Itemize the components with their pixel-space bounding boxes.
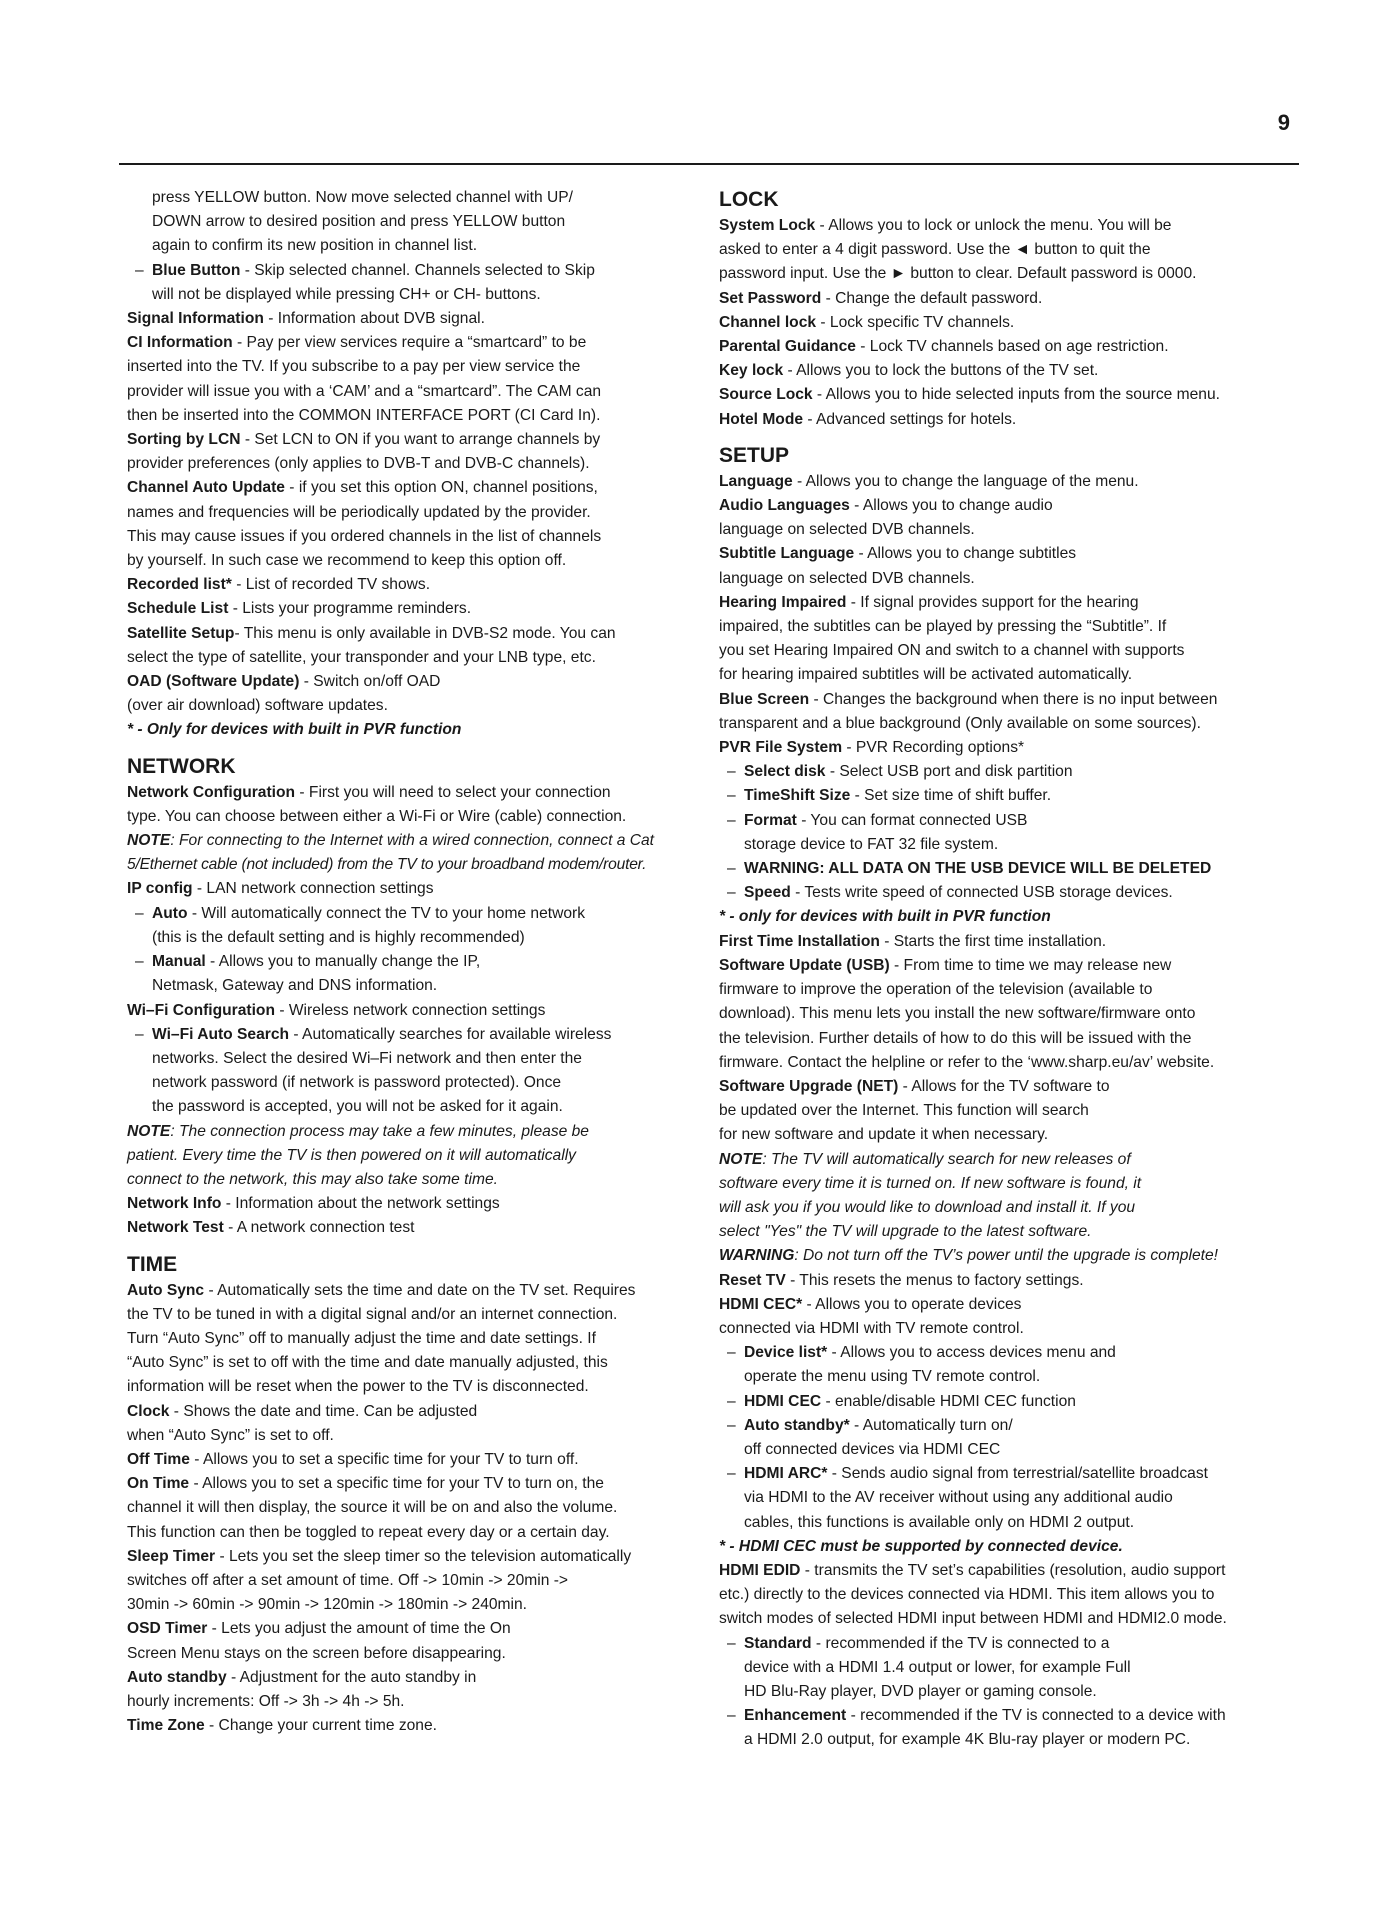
text-line: Turn “Auto Sync” off to manually adjust the time and date settings. If <box>127 1329 596 1347</box>
text-line: channel it will then display, the source it will be on and also the volume. <box>127 1499 618 1517</box>
text-line: download). This menu lets you install the new software/firmware onto <box>719 1005 1196 1023</box>
term: Reset TV <box>719 1271 786 1289</box>
term: Satellite Setup <box>127 624 235 642</box>
text-line: cables, this functions is available only on HDMI 2 output. <box>744 1513 1135 1531</box>
term: Device list* <box>744 1344 828 1362</box>
text: - Tests write speed of connected USB storage devices. <box>790 884 1173 902</box>
warning-text: WARNING: ALL DATA ON THE USB DEVICE WILL BE DELETED <box>744 860 1212 878</box>
list-dash: – <box>727 1707 736 1725</box>
text-line: hourly increments: Off -> 3h -> 4h -> 5h. <box>127 1692 405 1710</box>
text: - Automatically turn on/ <box>849 1416 1013 1434</box>
text-line: DOWN arrow to desired position and press YELLOW button <box>152 213 566 231</box>
term: Sorting by LCN <box>127 431 241 449</box>
text-line: Netmask, Gateway and DNS information. <box>152 977 438 995</box>
term: Speed <box>744 884 791 902</box>
text-line: HD Blu-Ray player, DVD player or gaming console. <box>744 1682 1097 1700</box>
text: - Allows you to set a specific time for your TV to turn off. <box>189 1450 579 1468</box>
text-line: “Auto Sync” is set to off with the time and date manually adjusted, this <box>127 1354 608 1372</box>
term: OSD Timer <box>127 1620 208 1638</box>
term: Standard <box>744 1634 812 1652</box>
entry-reset-tv <box>719 1269 1297 1293</box>
text: - Set LCN to ON if you want to arrange channels by <box>240 431 601 449</box>
list-dash: – <box>727 1465 736 1483</box>
text: - Starts the first time installation. <box>879 932 1107 950</box>
entry-signal-information <box>127 307 705 331</box>
text-line: asked to enter a 4 digit password. Use the ◄ button to quit the <box>719 241 1151 259</box>
entry-hearing-impaired <box>719 591 1297 615</box>
pvr-footnote: * - Only for devices with built in PVR function <box>127 721 462 739</box>
text-line: switches off after a set amount of time. Off -> 10min -> 20min -> <box>127 1571 569 1589</box>
text: - Information about the network settings <box>221 1195 500 1213</box>
text: - Lets you set the sleep timer so the television automatically <box>215 1547 632 1565</box>
text-line: network password (if network is password protected). Once <box>152 1074 562 1092</box>
text-line: 30min -> 60min -> 90min -> 120min -> 180min -> 240min. <box>127 1596 528 1614</box>
entry-pvr-file-system <box>719 736 1297 760</box>
term: Auto <box>152 904 188 922</box>
text-line: the television. Further details of how to do this will be issued with the <box>719 1029 1192 1047</box>
text-line: for new software and update it when necessary. <box>719 1126 1049 1144</box>
term: Channel lock <box>719 313 817 331</box>
term: Set Password <box>719 289 822 307</box>
list-item-auto <box>127 902 705 950</box>
term: Network Configuration <box>127 783 296 801</box>
term: HDMI CEC* <box>719 1295 803 1313</box>
text-line: information will be reset when the power to the TV is disconnected. <box>127 1378 589 1396</box>
text: : For connecting to the Internet with a wired connection, connect a Cat <box>170 832 655 850</box>
list-item-blue-button <box>127 259 705 307</box>
text: - Lock specific TV channels. <box>816 313 1015 331</box>
list-dash: – <box>727 1416 736 1434</box>
entry-oad <box>127 670 705 694</box>
text-line: patient. Every time the TV is then powered on it will automatically <box>127 1146 576 1164</box>
term: Language <box>719 472 793 490</box>
text: - Allows you to lock the buttons of the TV set. <box>783 362 1099 380</box>
text: : The TV will automatically search for new releases of <box>762 1150 1131 1168</box>
term: Recorded list* <box>127 576 232 594</box>
entry-hotel-mode <box>719 408 1297 432</box>
page-number: 9 <box>1277 110 1290 135</box>
list-item-manual <box>127 950 705 998</box>
text: - Automatically sets the time and date on the TV set. Requires <box>204 1281 636 1299</box>
text: - Allows you to manually change the IP, <box>205 953 481 971</box>
text-line: language on selected DVB channels. <box>719 569 975 587</box>
term: Hearing Impaired <box>719 593 847 611</box>
note-label: NOTE <box>127 832 171 850</box>
text-line: off connected devices via HDMI CEC <box>744 1440 1001 1458</box>
entry-ci-information <box>127 331 705 355</box>
term: Wi–Fi Configuration <box>127 1001 275 1019</box>
note-label: NOTE <box>719 1150 763 1168</box>
entry-auto-standby <box>127 1666 705 1690</box>
text: - Change the default password. <box>821 289 1043 307</box>
text: - Lock TV channels based on age restriction. <box>855 338 1169 356</box>
entry-satellite-setup <box>127 622 705 646</box>
text-line: press YELLOW button. Now move selected channel with UP/ <box>152 189 573 206</box>
entry-first-time-installation <box>719 930 1297 954</box>
text: - Sends audio signal from terrestrial/satellite broadcast <box>827 1465 1208 1483</box>
text: - A network connection test <box>223 1219 415 1237</box>
text-line: language on selected DVB channels. <box>719 521 975 539</box>
term: HDMI CEC <box>744 1392 822 1410</box>
list-item-speed <box>719 881 1297 905</box>
text-line: be updated over the Internet. This function will search <box>719 1102 1089 1120</box>
text: - This resets the menus to factory settings. <box>785 1271 1084 1289</box>
term: Enhancement <box>744 1707 847 1725</box>
text: - List of recorded TV shows. <box>231 576 431 594</box>
entry-sleep-timer <box>127 1545 705 1569</box>
term: Audio Languages <box>719 497 850 515</box>
term: Subtitle Language <box>719 545 855 563</box>
text: - If signal provides support for the hearing <box>846 593 1139 611</box>
note-wired <box>127 829 705 853</box>
term: Select disk <box>744 763 826 781</box>
text-line: firmware. Contact the helpline or refer to the ‘www.sharp.eu/av’ website. <box>719 1053 1215 1071</box>
text-line: type. You can choose between either a Wi-Fi or Wire (cable) connection. <box>127 807 627 825</box>
term: Key lock <box>719 362 784 380</box>
term: Hotel Mode <box>719 410 804 428</box>
entry-channel-auto-update <box>127 476 705 500</box>
term: Auto standby <box>127 1668 227 1686</box>
text: - Set size time of shift buffer. <box>850 787 1052 805</box>
text-line: connect to the network, this may also take some time. <box>127 1170 498 1188</box>
section-heading-network: NETWORK <box>127 754 236 778</box>
text: - You can format connected USB <box>796 811 1028 829</box>
list-item-warning-usb <box>719 857 1297 881</box>
text: - transmits the TV set’s capabilities (resolution, audio support <box>800 1561 1226 1579</box>
text: - recommended if the TV is connected to a device with <box>846 1707 1226 1725</box>
text-line: password input. Use the ► button to clear. Default password is 0000. <box>719 265 1197 283</box>
term: Time Zone <box>127 1717 205 1735</box>
term: Wi–Fi Auto Search <box>152 1025 290 1043</box>
text: - Will automatically connect the TV to your home network <box>187 904 586 922</box>
text-line: names and frequencies will be periodically updated by the provider. <box>127 503 591 521</box>
entry-software-upgrade-net <box>719 1075 1297 1099</box>
term: OAD (Software Update) <box>127 673 300 691</box>
text-line: device with a HDMI 1.4 output or lower, for example Full <box>744 1658 1131 1676</box>
list-item-enhancement <box>719 1704 1297 1752</box>
entry-off-time <box>127 1448 705 1472</box>
warning-label: WARNING <box>719 1247 795 1265</box>
text: - Allows you to change subtitles <box>854 545 1077 563</box>
text: - Lets you adjust the amount of time the On <box>207 1620 511 1638</box>
text: - Adjustment for the auto standby in <box>226 1668 477 1686</box>
text: - Select USB port and disk partition <box>825 763 1073 781</box>
term: Off Time <box>127 1450 190 1468</box>
term: On Time <box>127 1475 190 1493</box>
text: - Shows the date and time. Can be adjusted <box>169 1402 478 1420</box>
text-line: select "Yes" the TV will upgrade to the latest software. <box>719 1223 1092 1241</box>
text: - Allows you to lock or unlock the menu. You will be <box>815 217 1172 234</box>
term: CI Information <box>127 334 233 352</box>
right-column <box>719 186 1297 1753</box>
term: IP config <box>127 880 193 898</box>
text-line: This function can then be toggled to repeat every day or a certain day. <box>127 1523 610 1541</box>
list-dash: – <box>727 884 736 902</box>
text: - This menu is only available in DVB-S2 mode. You can <box>234 624 616 642</box>
entry-auto-sync <box>127 1279 705 1303</box>
entry-software-update-usb <box>719 954 1297 978</box>
text-line: networks. Select the desired Wi–Fi network and then enter the <box>152 1049 582 1067</box>
cec-footnote: * - HDMI CEC must be supported by connected device. <box>719 1537 1123 1555</box>
text-line: will ask you if you would like to download and install it. If you <box>719 1198 1136 1216</box>
list-item-auto-standby <box>719 1414 1297 1462</box>
text: - Allows for the TV software to <box>898 1077 1110 1095</box>
entry-subtitle-language <box>719 542 1297 566</box>
entry-parental-guidance <box>719 335 1297 359</box>
text: - Information about DVB signal. <box>263 310 485 328</box>
text-line: transparent and a blue background (Only available on some sources). <box>719 714 1201 732</box>
text: - From time to time we may release new <box>889 956 1172 974</box>
pvr-footnote: * - only for devices with built in PVR function <box>719 908 1051 926</box>
term: Auto standby* <box>744 1416 850 1434</box>
entry-language <box>719 470 1297 494</box>
term: Format <box>744 811 797 829</box>
text-line: provider will issue you with a ‘CAM’ and a “smartcard”. The CAM can <box>127 382 602 400</box>
term: Software Update (USB) <box>719 956 890 974</box>
term: Network Test <box>127 1219 224 1237</box>
entry-source-lock <box>719 383 1297 407</box>
list-item-hdmi-cec <box>719 1390 1297 1414</box>
text-line: This may cause issues if you ordered channels in the list of channels <box>127 527 602 545</box>
list-item-standard <box>719 1632 1297 1705</box>
header-rule <box>119 163 1299 165</box>
text-line: again to confirm its new position in channel list. <box>152 237 478 255</box>
term: Blue Button <box>152 261 241 279</box>
text: - Allows you to operate devices <box>802 1295 1022 1313</box>
text: - Pay per view services require a “smartcard” to be <box>232 334 587 352</box>
note-connection <box>127 1120 705 1144</box>
entry-audio-languages <box>719 494 1297 518</box>
text-line: (this is the default setting and is highly recommended) <box>152 928 525 946</box>
entry-clock <box>127 1400 705 1424</box>
text: - if you set this option ON, channel positions, <box>284 479 598 497</box>
term: Parental Guidance <box>719 338 856 356</box>
term: Sleep Timer <box>127 1547 216 1565</box>
note-label: NOTE <box>127 1122 171 1140</box>
term: Signal Information <box>127 310 264 328</box>
text-line: by yourself. In such case we recommend to keep this option off. <box>127 552 567 570</box>
list-item-select-disk <box>719 760 1297 784</box>
term: Manual <box>152 953 206 971</box>
list-dash: – <box>727 787 736 805</box>
entry-ip-config <box>127 877 705 901</box>
text: - Lists your programme reminders. <box>228 600 472 618</box>
term: HDMI ARC* <box>744 1465 828 1483</box>
term: Software Upgrade (NET) <box>719 1077 899 1095</box>
text: - Allows you to set a specific time for your TV to turn on, the <box>189 1475 604 1493</box>
text: - Allows you to change audio <box>849 497 1053 515</box>
term: Clock <box>127 1402 170 1420</box>
list-dash: – <box>135 1025 144 1043</box>
text: - Automatically searches for available wireless <box>289 1025 612 1043</box>
text: - Change your current time zone. <box>204 1717 437 1735</box>
text: - PVR Recording options* <box>842 739 1025 757</box>
text-line: connected via HDMI with TV remote control. <box>719 1319 1024 1337</box>
list-dash: – <box>727 1634 736 1652</box>
text: - Switch on/off OAD <box>299 673 441 691</box>
text-line: software every time it is turned on. If new software is found, it <box>719 1174 1142 1192</box>
text-line: then be inserted into the COMMON INTERFACE PORT (CI Card In). <box>127 406 601 424</box>
text-line: 5/Ethernet cable (not included) from the TV to your broadband modem/router. <box>127 856 647 874</box>
text-line: (over air download) software updates. <box>127 697 388 715</box>
section-heading-lock: LOCK <box>719 188 779 211</box>
text-line: provider preferences (only applies to DVB-T and DVB-C channels). <box>127 455 590 473</box>
list-dash: – <box>727 811 736 829</box>
text-line: etc.) directly to the devices connected via HDMI. This item allows you to <box>719 1586 1215 1604</box>
text: - Advanced settings for hotels. <box>803 410 1017 428</box>
term: HDMI EDID <box>719 1561 801 1579</box>
entry-sorting-by-lcn <box>127 428 705 452</box>
text-line: switch modes of selected HDMI input between HDMI and HDMI2.0 mode. <box>719 1610 1227 1628</box>
text: - Allows you to change the language of the menu. <box>792 472 1139 490</box>
entry-recorded-list <box>127 573 705 597</box>
entry-blue-screen <box>719 688 1297 712</box>
term: Network Info <box>127 1195 222 1213</box>
term: TimeShift Size <box>744 787 851 805</box>
text-line: Screen Menu stays on the screen before disappearing. <box>127 1644 506 1662</box>
list-item-timeshift-size <box>719 784 1297 808</box>
text: - Skip selected channel. Channels selected to Skip <box>240 261 595 279</box>
text-line: impaired, the subtitles can be played by pressing the “Subtitle”. If <box>719 618 1167 636</box>
list-item-format <box>719 809 1297 857</box>
list-item-device-list <box>719 1341 1297 1389</box>
term: Schedule List <box>127 600 229 618</box>
text: - Allows you to hide selected inputs from the source menu. <box>812 386 1220 404</box>
text-line: a HDMI 2.0 output, for example 4K Blu-ray player or modern PC. <box>744 1731 1191 1749</box>
entry-set-password <box>719 287 1297 311</box>
text: - enable/disable HDMI CEC function <box>821 1392 1076 1410</box>
term: Source Lock <box>719 386 813 404</box>
term: System Lock <box>719 217 816 234</box>
entry-wifi-configuration <box>127 999 705 1023</box>
left-column <box>127 186 705 1738</box>
text: - First you will need to select your connection <box>295 783 611 801</box>
text-line: you set Hearing Impaired ON and switch to a channel with supports <box>719 642 1185 660</box>
text-line: firmware to improve the operation of the television (available to <box>719 981 1153 999</box>
entry-key-lock <box>719 359 1297 383</box>
text-line: will not be displayed while pressing CH+ or CH- buttons. <box>152 285 541 303</box>
list-dash: – <box>727 1392 736 1410</box>
entry-network-configuration <box>127 781 705 805</box>
list-item-hdmi-arc <box>719 1462 1297 1535</box>
text-line: the password is accepted, you will not be asked for it again. <box>152 1098 563 1116</box>
text-line: inserted into the TV. If you subscribe to a pay per view service the <box>127 358 581 376</box>
text: - Allows you to access devices menu and <box>827 1344 1116 1362</box>
text-line: select the type of satellite, your transponder and your LNB type, etc. <box>127 648 596 666</box>
list-dash: – <box>727 860 736 878</box>
term: Channel Auto Update <box>127 479 285 497</box>
list-dash: – <box>727 763 736 781</box>
text: : The connection process may take a few minutes, please be <box>170 1122 589 1140</box>
term: Auto Sync <box>127 1281 205 1299</box>
section-heading-setup: SETUP <box>719 443 790 467</box>
text-line: operate the menu using TV remote control. <box>744 1368 1041 1386</box>
entry-hdmi-cec <box>719 1293 1297 1317</box>
entry-channel-lock <box>719 311 1297 335</box>
text: - LAN network connection settings <box>192 880 434 898</box>
entry-osd-timer <box>127 1617 705 1641</box>
list-item-wifi-auto-search <box>127 1023 705 1120</box>
text: - Changes the background when there is no input between <box>809 690 1218 708</box>
text-line: storage device to FAT 32 file system. <box>744 835 999 853</box>
text: : Do not turn off the TV’s power until the upgrade is complete! <box>794 1247 1218 1265</box>
text-line: via HDMI to the AV receiver without using any additional audio <box>744 1489 1173 1507</box>
note-software <box>719 1148 1297 1172</box>
text: - recommended if the TV is connected to a <box>811 1634 1110 1652</box>
text: - Wireless network connection settings <box>274 1001 546 1019</box>
list-dash: – <box>135 261 144 279</box>
text-line: when “Auto Sync” is set to off. <box>127 1426 334 1444</box>
list-dash: – <box>135 953 144 971</box>
entry-system-lock <box>719 214 1297 238</box>
term: Blue Screen <box>719 690 810 708</box>
entry-time-zone <box>127 1714 705 1738</box>
section-heading-time: TIME <box>127 1252 178 1276</box>
entry-network-test <box>127 1216 705 1240</box>
entry-on-time <box>127 1472 705 1496</box>
warning-power <box>719 1244 1297 1268</box>
term: PVR File System <box>719 739 843 757</box>
text-line: for hearing impaired subtitles will be activated automatically. <box>719 666 1133 684</box>
entry-hdmi-edid <box>719 1559 1297 1583</box>
entry-network-info <box>127 1192 705 1216</box>
entry-schedule-list <box>127 597 705 621</box>
text-line: the TV to be tuned in with a digital signal and/or an internet connection. <box>127 1305 618 1323</box>
term: First Time Installation <box>719 932 880 950</box>
list-dash: – <box>727 1344 736 1362</box>
list-dash: – <box>135 904 144 922</box>
